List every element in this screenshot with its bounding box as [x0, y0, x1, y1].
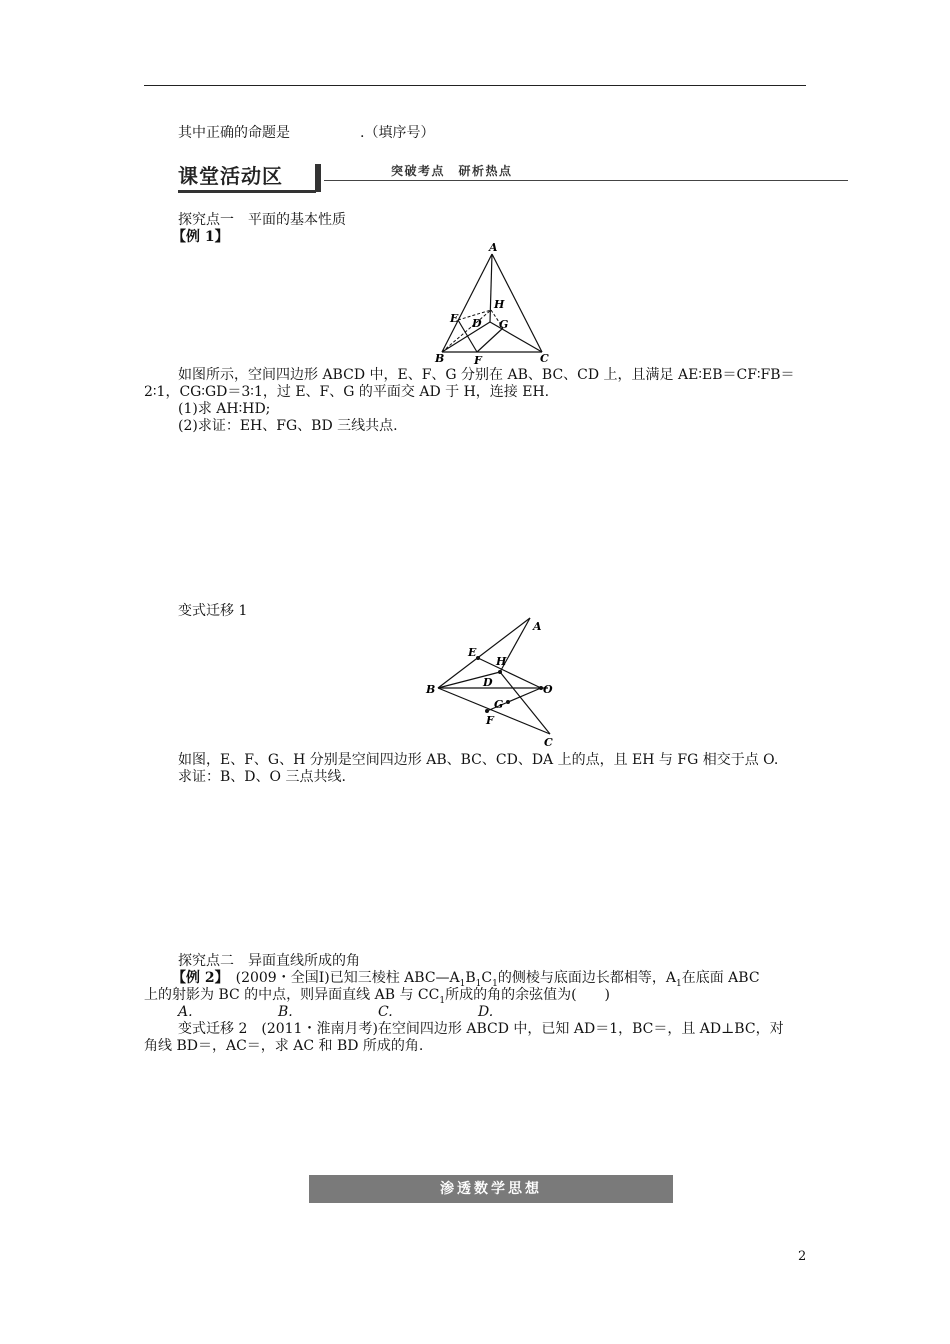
sub-c1-2: 1: [439, 995, 446, 1006]
example1-label: 【例 1】: [172, 229, 229, 245]
example2-text-d: 的侧棱与底面边长都相等，A: [497, 970, 676, 986]
label-a: A: [533, 620, 542, 633]
intro-suffix: .（填序号）: [360, 125, 435, 141]
section-banner: [178, 160, 848, 192]
banner-subtitle: 突破考点 研析热点: [391, 164, 513, 178]
option-d[interactable]: D.: [478, 1004, 494, 1020]
sub-a1: 1: [459, 978, 466, 989]
edge-ab: [442, 254, 492, 352]
variant1-line1: 如图，E、F、G、H 分别是空间四边形 AB、BC、CD、DA 上的点，且 EH 与 FG 相交于点 O.: [178, 752, 779, 768]
label-g: G: [494, 698, 504, 711]
sub-c1: 1: [492, 978, 498, 989]
example2-text-b: B: [465, 970, 476, 986]
point-g: [506, 700, 510, 704]
top-rule: [144, 85, 806, 86]
example2-text-a: (2009・全国Ⅰ)已知三棱柱 ABC—A: [235, 970, 460, 986]
example1-line2: 2∶1，CG∶GD＝3∶1，过 E、F、G 的平面交 AD 于 H，连接 EH.: [144, 384, 550, 400]
figure2-quadrilateral: [420, 610, 570, 750]
example2-text-g: 所成的角的余弦值为( ): [445, 987, 611, 1003]
banner-divider: [315, 164, 321, 192]
variant1-label: 变式迁移 1: [178, 603, 248, 619]
example2-text-e: 在底面 ABC: [681, 970, 760, 986]
point-e: [476, 656, 480, 660]
label-d: D: [483, 676, 493, 689]
label-c: C: [544, 736, 553, 749]
variant2-line2: 角线 BD＝，AC＝，求 AC 和 BD 所成的角.: [144, 1038, 424, 1054]
page-number: 2: [798, 1249, 807, 1264]
label-h: H: [496, 655, 507, 668]
footer-section-bar: 渗透数学思想: [309, 1175, 673, 1203]
example1-q1: (1)求 AH∶HD;: [178, 401, 271, 417]
section1-heading: 探究点一 平面的基本性质: [178, 212, 346, 228]
label-b: B: [426, 683, 436, 696]
example2-text-c: C: [481, 970, 493, 986]
option-c[interactable]: C.: [378, 1004, 393, 1020]
label-a: A: [489, 241, 498, 254]
banner-title: 课堂活动区: [178, 162, 316, 193]
edge-fg: [477, 328, 503, 352]
intro-line: [178, 124, 434, 142]
point-d: [498, 670, 502, 674]
example2-options: [178, 1003, 493, 1021]
variant2-line1: 变式迁移 2 (2011・淮南月考)在空间四边形 ABCD 中，已知 AD＝1，BC＝，且 AD⊥BC，对: [178, 1021, 784, 1037]
figure1-tetrahedron: [430, 240, 570, 370]
label-e: E: [468, 646, 477, 659]
label-o: O: [543, 683, 553, 696]
sub-b1: 1: [475, 978, 482, 989]
label-g: G: [499, 318, 509, 331]
label-h: H: [494, 298, 505, 311]
option-a[interactable]: A.: [178, 1004, 193, 1020]
example2-label: 【例 2】: [172, 970, 222, 986]
label-f: F: [486, 714, 494, 727]
example1-q2: (2)求证：EH、FG、BD 三线共点.: [178, 418, 398, 434]
variant1-line2: 求证：B、D、O 三点共线.: [178, 769, 346, 785]
example2-text-f: 上的射影为 BC 的中点，则异面直线 AB 与 CC: [144, 987, 440, 1003]
label-f: F: [474, 354, 482, 367]
example1-line1: 如图所示，空间四边形 ABCD 中，E、F、G 分别在 AB、BC、CD 上，且满足 AE∶EB＝CF∶FB＝: [178, 367, 795, 383]
label-b: B: [435, 352, 445, 365]
label-d: D: [472, 317, 482, 330]
point-f: [485, 709, 489, 713]
edge-bc: [438, 688, 550, 734]
label-e: E: [450, 312, 459, 325]
section2-heading: 探究点二 异面直线所成的角: [178, 953, 360, 969]
option-b[interactable]: B.: [278, 1004, 293, 1020]
label-c: C: [540, 352, 549, 365]
banner-line: [324, 180, 848, 181]
intro-text: 其中正确的命题是: [178, 125, 290, 141]
sub-a1-2: 1: [675, 978, 682, 989]
